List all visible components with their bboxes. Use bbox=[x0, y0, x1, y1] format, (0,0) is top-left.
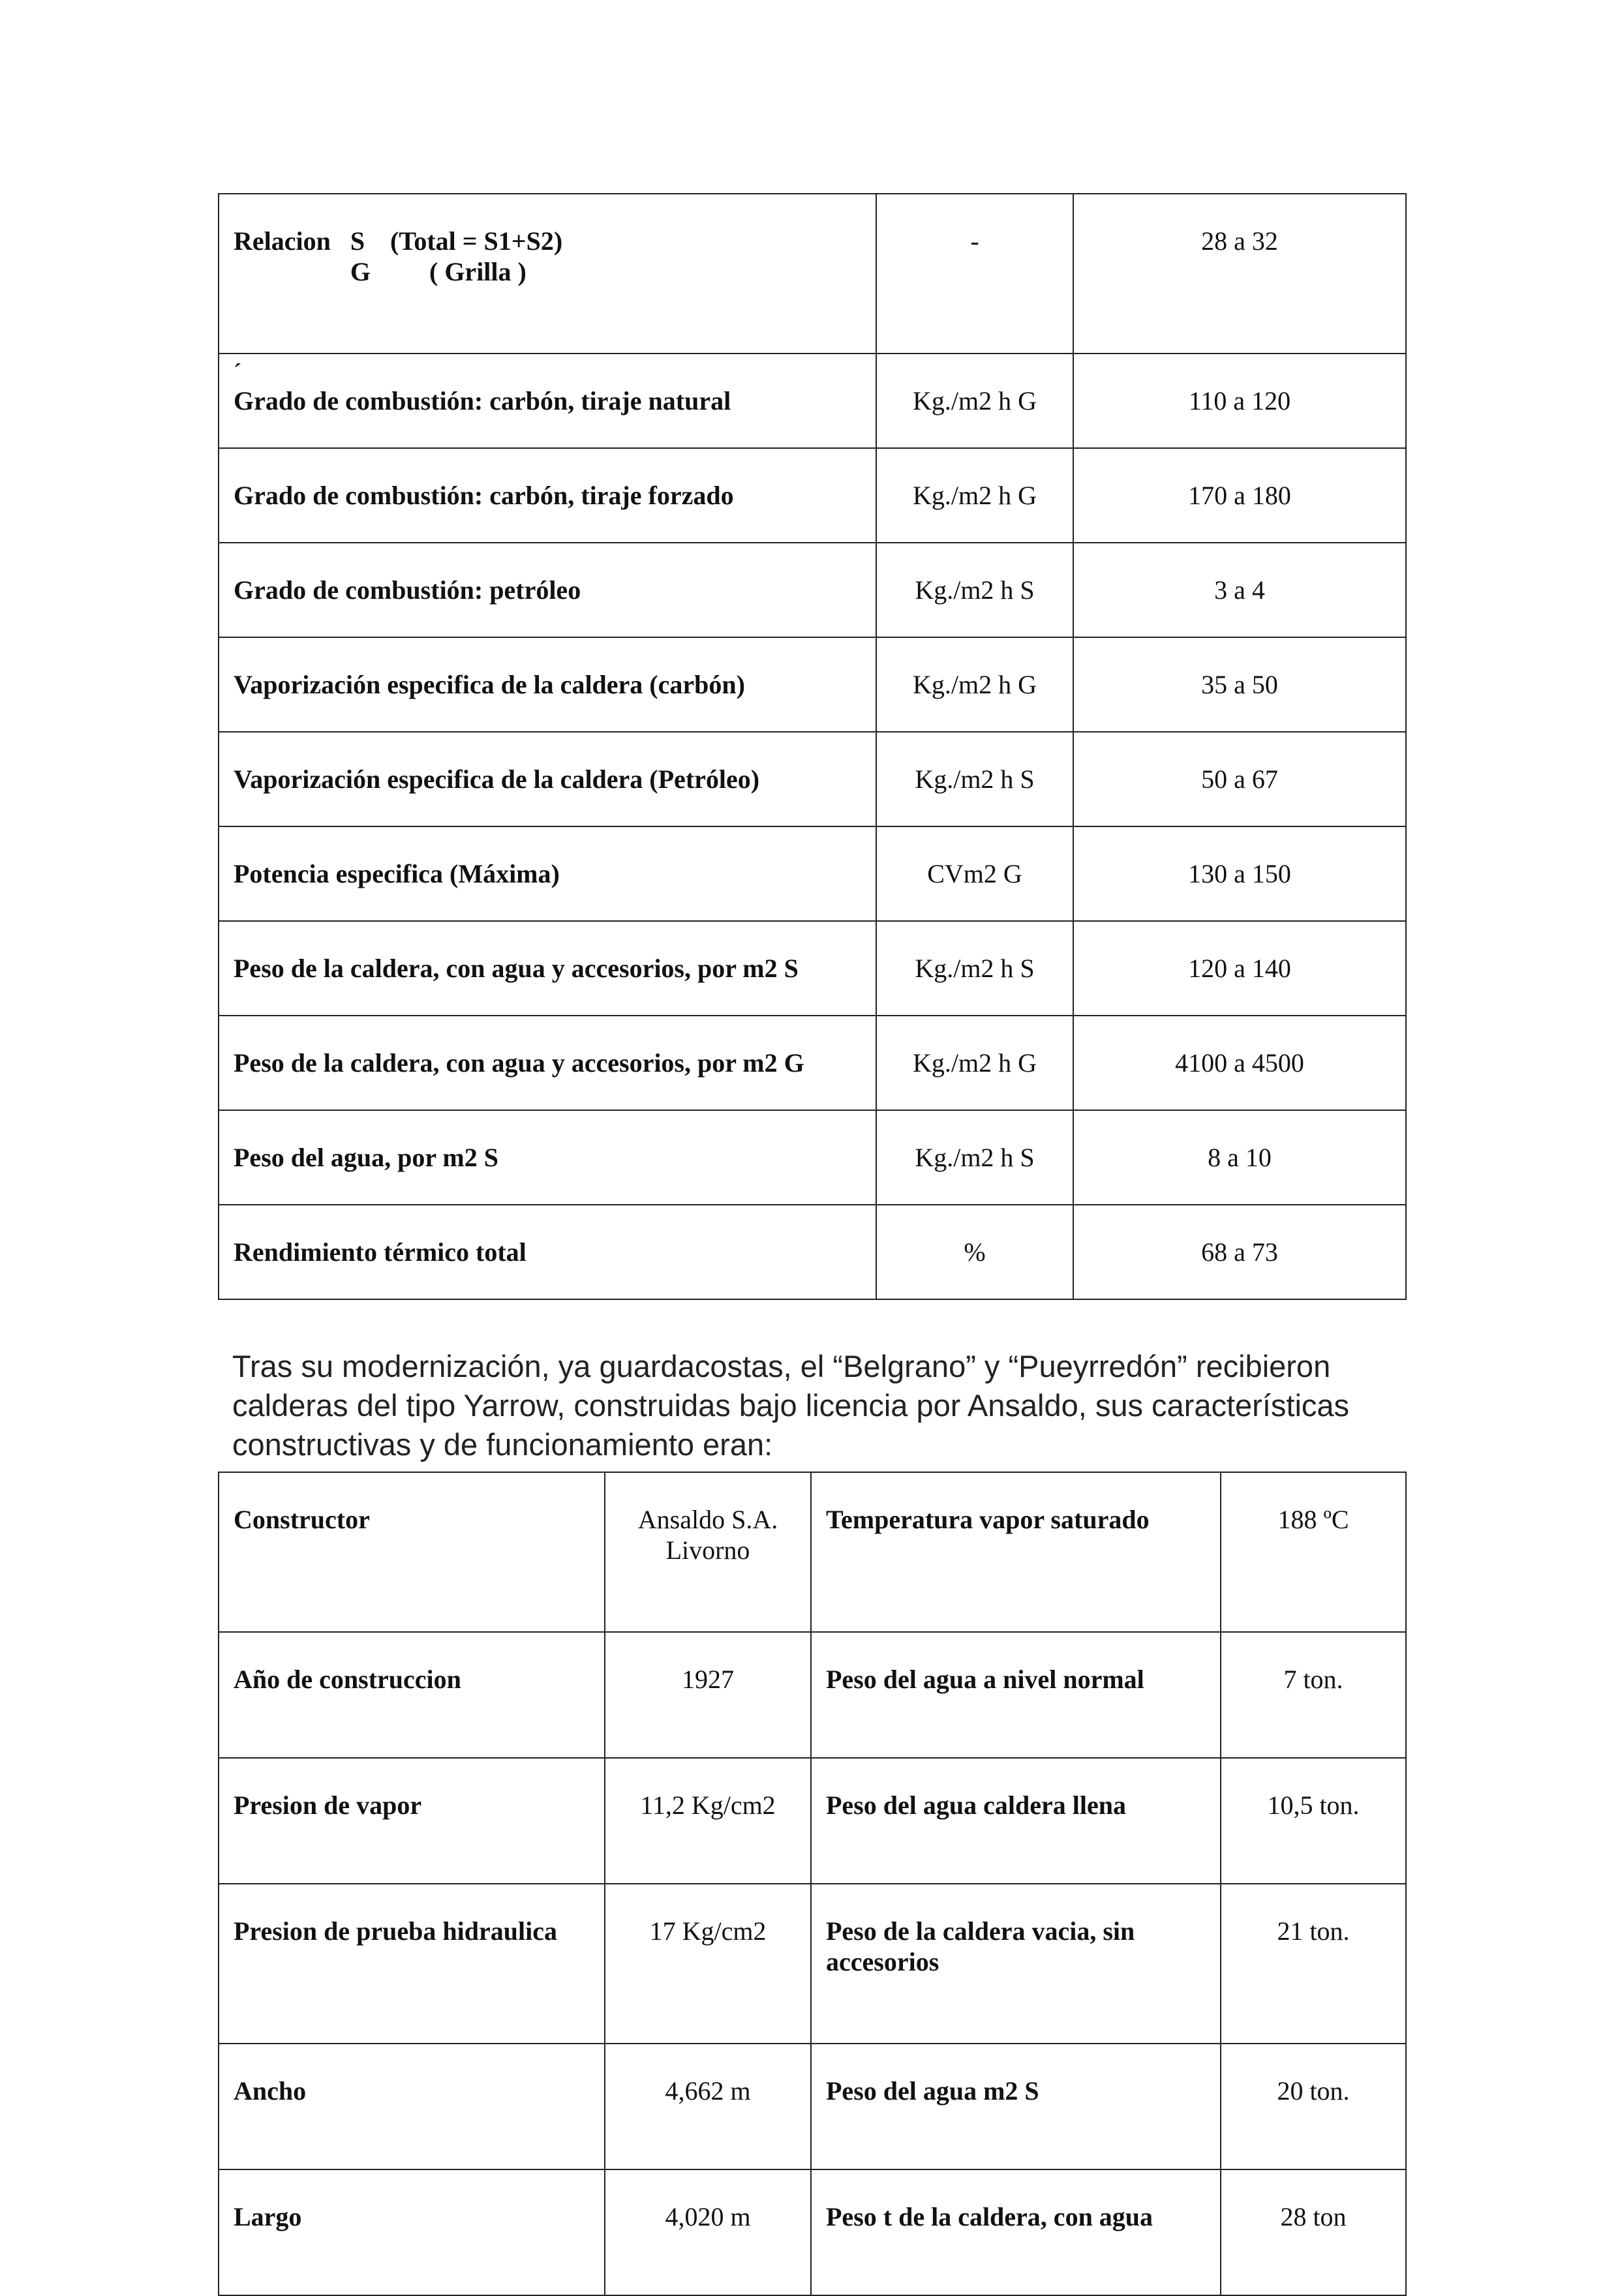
value-cell: 50 a 67 bbox=[1073, 732, 1406, 826]
label-cell: Peso de la caldera vacia, sin accesorios bbox=[811, 1884, 1221, 2044]
unit-cell: Kg./m2 h S bbox=[876, 732, 1073, 826]
label-cell: Presion de prueba hidraulica bbox=[219, 1884, 605, 2044]
unit-cell: Kg./m2 h G bbox=[876, 1016, 1073, 1110]
relation-label-cell: Relacion S G (Total = S1+S2) ( Grilla ) bbox=[219, 194, 876, 354]
label-cell: Vaporización especifica de la caldera (carbón) bbox=[219, 637, 876, 732]
boiler-specs-table bbox=[218, 193, 1407, 1300]
table-row bbox=[219, 2169, 1406, 2295]
ratio-fraction: S G bbox=[350, 226, 371, 286]
label-cell: Temperatura vapor saturado bbox=[811, 1472, 1221, 1632]
label-cell: Peso del agua m2 S bbox=[811, 2044, 1221, 2169]
label-cell: Grado de combustión: carbón, tiraje forzado bbox=[219, 448, 876, 543]
value-cell: 130 a 150 bbox=[1073, 826, 1406, 921]
value-cell: 3 a 4 bbox=[1073, 543, 1406, 637]
value-cell: 170 a 180 bbox=[1073, 448, 1406, 543]
unit-cell: Kg./m2 h S bbox=[876, 921, 1073, 1016]
value-cell: 7 ton. bbox=[1221, 1632, 1406, 1758]
label-cell: Peso t de la caldera, con agua bbox=[811, 2169, 1221, 2295]
label-cell: Constructor bbox=[219, 1472, 605, 1632]
label-cell: Potencia especifica (Máxima) bbox=[219, 826, 876, 921]
stray-mark: ´ bbox=[234, 359, 241, 385]
table-row bbox=[219, 194, 1406, 354]
value-cell: Ansaldo S.A. Livorno bbox=[605, 1472, 811, 1632]
value-cell: 10,5 ton. bbox=[1221, 1758, 1406, 1884]
label-cell: Peso del agua caldera llena bbox=[811, 1758, 1221, 1884]
unit-cell: Kg./m2 h G bbox=[876, 354, 1073, 448]
value-cell: 110 a 120 bbox=[1073, 354, 1406, 448]
label-cell: Vaporización especifica de la caldera (Petróleo) bbox=[219, 732, 876, 826]
label-cell: Peso del agua a nivel normal bbox=[811, 1632, 1221, 1758]
table-row bbox=[219, 354, 1406, 448]
value-cell: 35 a 50 bbox=[1073, 637, 1406, 732]
label-cell: Peso de la caldera, con agua y accesorios, por m2 S bbox=[219, 921, 876, 1016]
table-row bbox=[219, 2044, 1406, 2169]
value-cell: 4,020 m bbox=[605, 2169, 811, 2295]
value-cell: 4100 a 4500 bbox=[1073, 1016, 1406, 1110]
label-cell: ´ Grado de combustión: carbón, tiraje natural bbox=[219, 354, 876, 448]
table-row bbox=[219, 732, 1406, 826]
label-cell: Peso del agua, por m2 S bbox=[219, 1110, 876, 1205]
unit-cell: CVm2 G bbox=[876, 826, 1073, 921]
table-row bbox=[219, 543, 1406, 637]
unit-cell: Kg./m2 h S bbox=[876, 543, 1073, 637]
value-cell: 188 ºC bbox=[1221, 1472, 1406, 1632]
value-cell: 28 ton bbox=[1221, 2169, 1406, 2295]
table-row bbox=[219, 1205, 1406, 1299]
ratio-notes: (Total = S1+S2) ( Grilla ) bbox=[390, 226, 563, 286]
value-cell: 8 a 10 bbox=[1073, 1110, 1406, 1205]
table-row bbox=[219, 1758, 1406, 1884]
table-row bbox=[219, 1472, 1406, 1632]
value-cell: 28 a 32 bbox=[1073, 194, 1406, 354]
table-row bbox=[219, 1632, 1406, 1758]
table-row bbox=[219, 637, 1406, 732]
value-cell: 120 a 140 bbox=[1073, 921, 1406, 1016]
value-cell: 17 Kg/cm2 bbox=[605, 1884, 811, 2044]
unit-cell: Kg./m2 h S bbox=[876, 1110, 1073, 1205]
unit-cell: - bbox=[876, 194, 1073, 354]
value-cell: 11,2 Kg/cm2 bbox=[605, 1758, 811, 1884]
value-cell: 4,662 m bbox=[605, 2044, 811, 2169]
label-cell: Peso de la caldera, con agua y accesorios, por m2 G bbox=[219, 1016, 876, 1110]
label-cell: Rendimiento térmico total bbox=[219, 1205, 876, 1299]
table-row bbox=[219, 1884, 1406, 2044]
yarrow-boiler-table bbox=[218, 1472, 1407, 2296]
unit-cell: Kg./m2 h G bbox=[876, 637, 1073, 732]
label-cell: Presion de vapor bbox=[219, 1758, 605, 1884]
value-cell: 21 ton. bbox=[1221, 1884, 1406, 2044]
unit-cell: % bbox=[876, 1205, 1073, 1299]
unit-cell: Kg./m2 h G bbox=[876, 448, 1073, 543]
table-row bbox=[219, 448, 1406, 543]
value-cell: 20 ton. bbox=[1221, 2044, 1406, 2169]
label-cell: Grado de combustión: petróleo bbox=[219, 543, 876, 637]
table-row bbox=[219, 1110, 1406, 1205]
table-row bbox=[219, 921, 1406, 1016]
table-row bbox=[219, 826, 1406, 921]
label-cell: Año de construccion bbox=[219, 1632, 605, 1758]
body-paragraph: Tras su modernización, ya guardacostas, el “Belgrano” y “Pueyrredón” recibieron calderas del tipo Yarrow, construidas bajo licencia por Ansaldo, sus características constructivas y de funcionamiento eran: bbox=[232, 1349, 1350, 1462]
value-cell: 68 a 73 bbox=[1073, 1205, 1406, 1299]
label-cell: Ancho bbox=[219, 2044, 605, 2169]
label-cell: Largo bbox=[219, 2169, 605, 2295]
table-row bbox=[219, 1016, 1406, 1110]
value-cell: 1927 bbox=[605, 1632, 811, 1758]
